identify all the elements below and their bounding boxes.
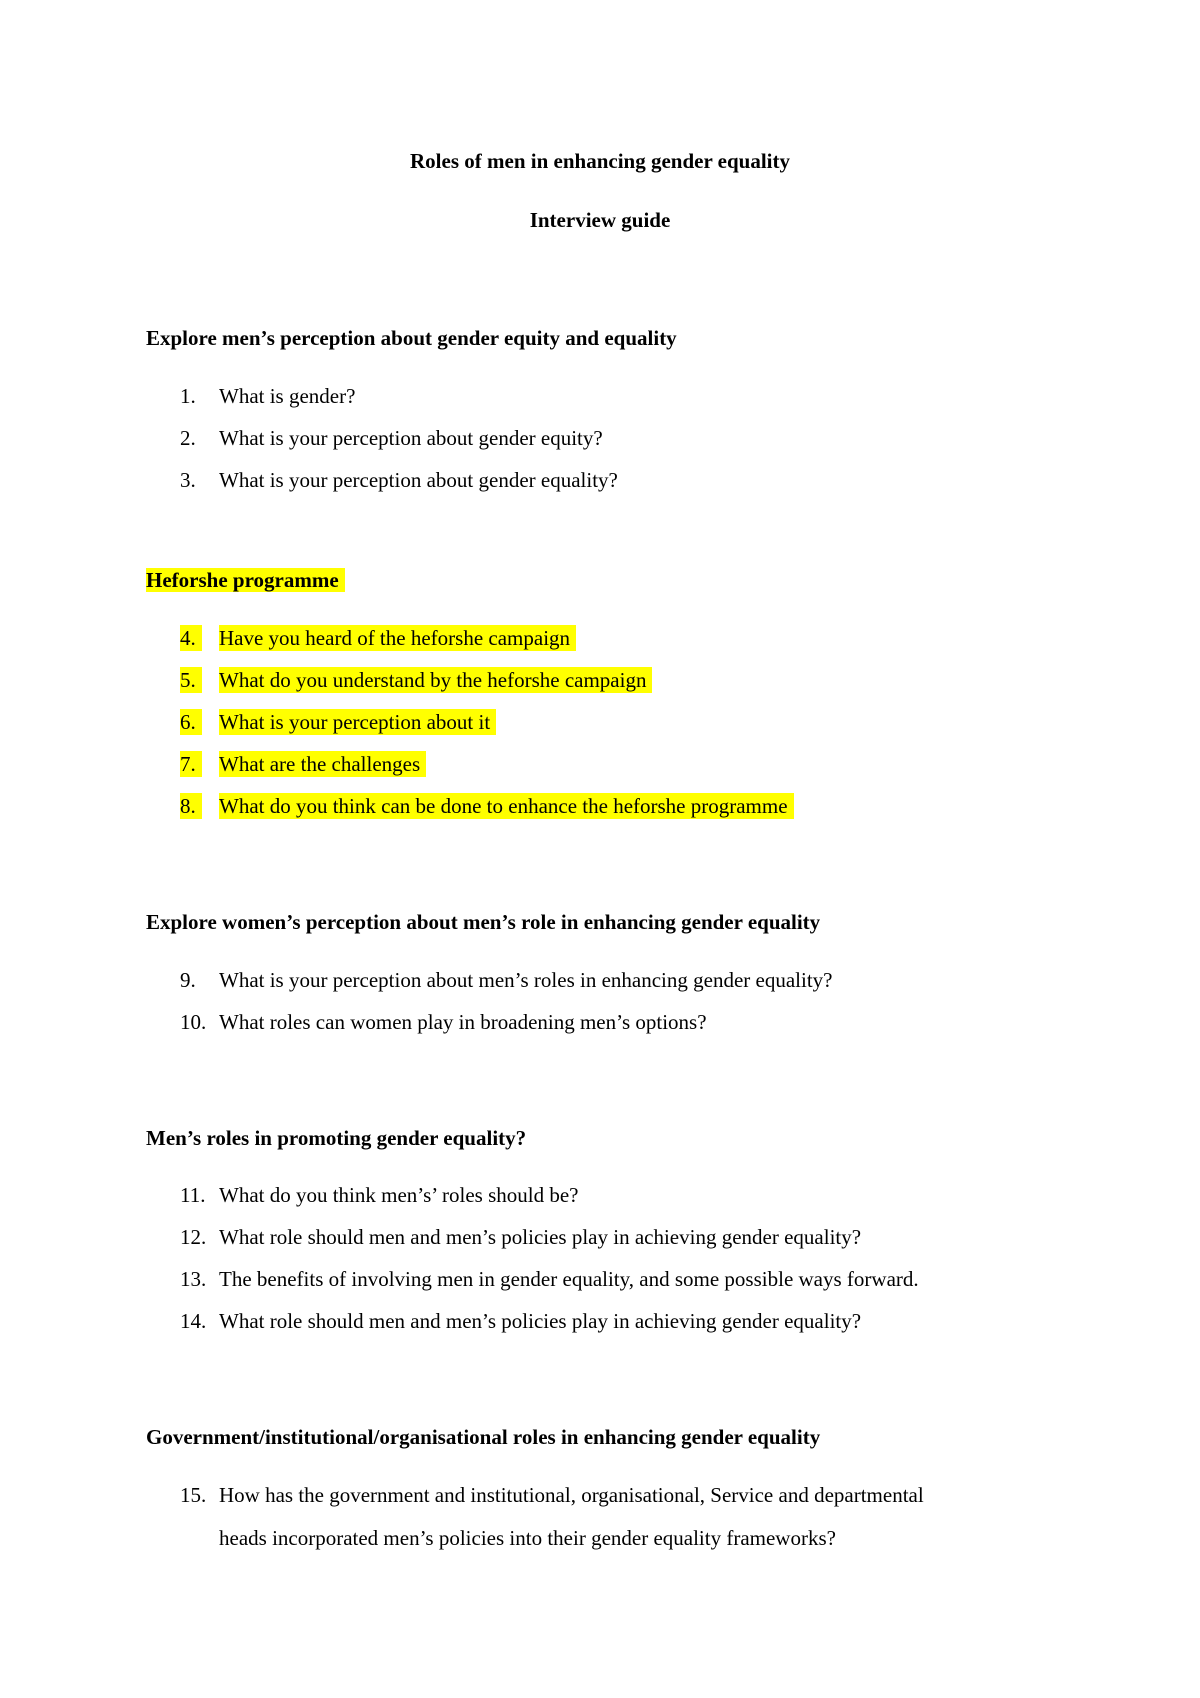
item-text: What do you think men’s’ roles should be?	[219, 1183, 579, 1207]
item-text: The benefits of involving men in gender equality, and some possible ways forward.	[219, 1267, 919, 1291]
item-number: 6.	[180, 709, 202, 735]
item-number: 13.	[180, 1267, 207, 1291]
item-number: 15.	[180, 1483, 207, 1507]
item-text: What is gender?	[219, 384, 356, 408]
item-text: What roles can women play in broadening men’s options?	[219, 1010, 707, 1034]
section-heading-women-perception: Explore women’s perception about men’s role in enhancing gender equality	[146, 910, 821, 934]
document-subtitle: Interview guide	[529, 208, 671, 232]
item-number: 11.	[180, 1183, 206, 1207]
item-number: 5.	[180, 667, 202, 693]
item-number: 2.	[180, 426, 196, 450]
item-text-line-1: How has the government and institutional, organisational, Service and departmental	[219, 1483, 924, 1507]
item-number: 10.	[180, 1010, 207, 1034]
item-text: What role should men and men’s policies play in achieving gender equality?	[219, 1225, 862, 1249]
item-text: What role should men and men’s policies play in achieving gender equality?	[219, 1309, 862, 1333]
section-heading-heforshe	[146, 567, 345, 593]
item-text-line-2: heads incorporated men’s policies into their gender equality frameworks?	[219, 1526, 836, 1550]
item-text: Have you heard of the heforshe campaign	[219, 625, 576, 651]
item-text: What is your perception about gender equality?	[219, 468, 618, 492]
item-number: 9.	[180, 968, 196, 992]
item-text: What is your perception about gender equity?	[219, 426, 603, 450]
item-number: 7.	[180, 751, 202, 777]
document-title: Roles of men in enhancing gender equality	[410, 149, 790, 173]
item-number: 4.	[180, 625, 202, 651]
highlighted-heading-text: Heforshe programme	[146, 568, 345, 592]
item-text: What is your perception about it	[219, 709, 496, 735]
section-heading-men-perception: Explore men’s perception about gender equity and equality	[146, 326, 677, 350]
item-number: 12.	[180, 1225, 207, 1249]
item-text: What are the challenges	[219, 751, 426, 777]
item-number: 3.	[180, 468, 196, 492]
section-heading-mens-roles: Men’s roles in promoting gender equality?	[146, 1126, 527, 1150]
item-text: What do you think can be done to enhance the heforshe programme	[219, 793, 794, 819]
item-number: 14.	[180, 1309, 207, 1333]
item-text: What is your perception about men’s roles in enhancing gender equality?	[219, 968, 833, 992]
item-number: 8.	[180, 793, 202, 819]
section-heading-government-roles: Government/institutional/organisational roles in enhancing gender equality	[146, 1425, 821, 1449]
item-text: What do you understand by the heforshe campaign	[219, 667, 652, 693]
item-number: 1.	[180, 384, 196, 408]
